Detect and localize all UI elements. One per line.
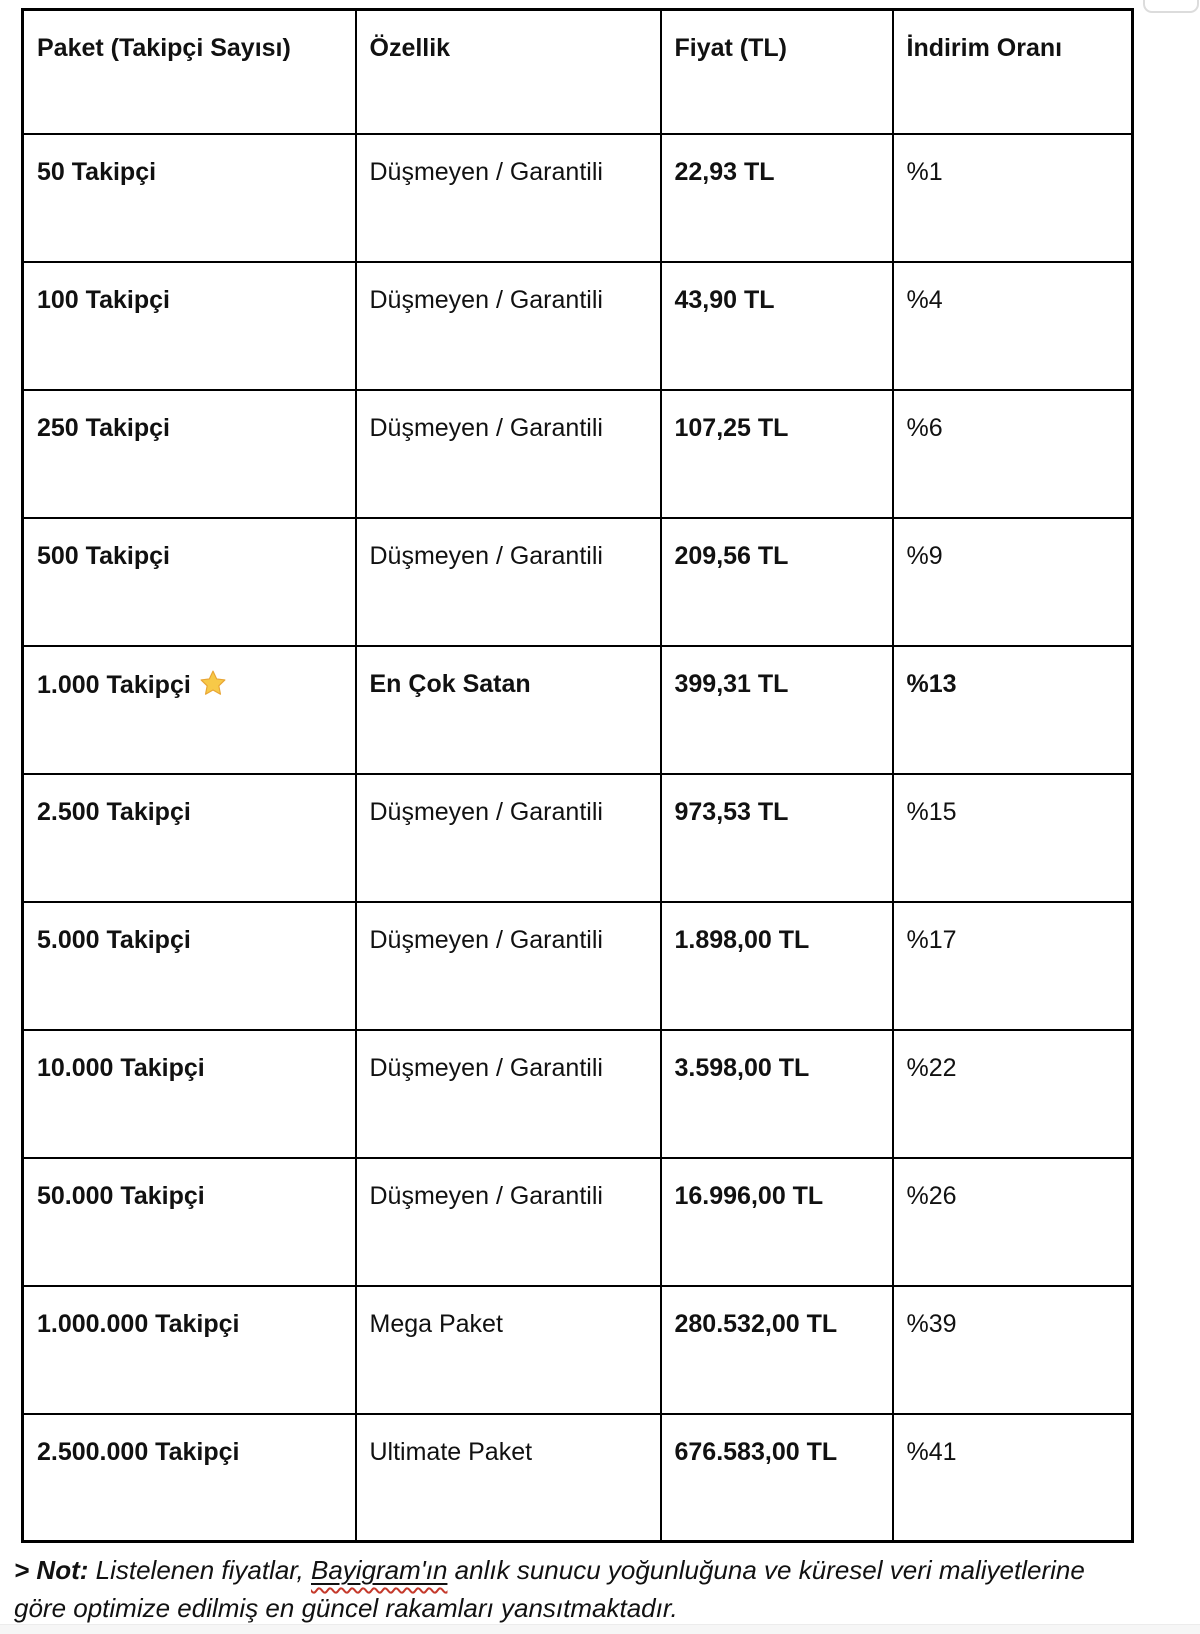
bayigram-link[interactable] — [311, 1555, 447, 1585]
cell-indirim-text: %4 — [906, 285, 943, 314]
cell-ozellik-text: Ultimate Paket — [369, 1437, 533, 1466]
cell-indirim — [893, 518, 1133, 646]
cell-paket — [23, 1030, 356, 1158]
cell-indirim-text: %15 — [906, 797, 957, 826]
cell-ozellik-text: Düşmeyen / Garantili — [369, 285, 603, 314]
cell-ozellik-text: Düşmeyen / Garantili — [369, 1181, 603, 1210]
top-right-pill-artifact — [1143, 0, 1199, 13]
cell-fiyat — [661, 518, 893, 646]
cell-indirim-text: %22 — [906, 1053, 957, 1082]
cell-paket-text: 2.500 Takipçi — [37, 797, 191, 826]
pricing-table-body — [23, 134, 1133, 1542]
cell-fiyat-text: 280.532,00 TL — [674, 1309, 838, 1338]
cell-indirim-text: %1 — [906, 157, 943, 186]
table-row — [23, 1158, 1133, 1286]
cell-paket-text: 1.000.000 Takipçi — [37, 1309, 240, 1338]
cell-fiyat — [661, 1158, 893, 1286]
cell-fiyat-text: 43,90 TL — [674, 285, 775, 314]
table-row — [23, 1030, 1133, 1158]
cell-ozellik-text: Düşmeyen / Garantili — [369, 413, 603, 442]
table-row — [23, 1414, 1133, 1542]
table-row — [23, 262, 1133, 390]
cell-indirim — [893, 902, 1133, 1030]
star-icon — [199, 669, 227, 697]
cell-ozellik — [356, 262, 661, 390]
header-row — [23, 10, 1133, 134]
cell-indirim — [893, 646, 1133, 774]
cell-indirim — [893, 774, 1133, 902]
table-row — [23, 646, 1133, 774]
cell-indirim — [893, 1158, 1133, 1286]
cell-fiyat-text: 399,31 TL — [674, 669, 789, 698]
cell-fiyat-text: 973,53 TL — [674, 797, 789, 826]
cell-paket-text: 2.500.000 Takipçi — [37, 1437, 240, 1466]
header-indirim: İndirim Oranı — [893, 10, 1133, 134]
cell-paket-text: 50 Takipçi — [37, 157, 157, 186]
cell-indirim — [893, 1030, 1133, 1158]
cell-indirim-text: %39 — [906, 1309, 957, 1338]
note-text-before-link: Listelenen fiyatlar, — [88, 1555, 311, 1585]
cell-indirim-text: %13 — [906, 669, 957, 698]
cell-ozellik-text: Mega Paket — [369, 1309, 503, 1338]
cell-paket — [23, 262, 356, 390]
cell-indirim — [893, 390, 1133, 518]
cell-ozellik-text: Düşmeyen / Garantili — [369, 797, 603, 826]
cell-ozellik — [356, 518, 661, 646]
table-row — [23, 518, 1133, 646]
cell-paket — [23, 774, 356, 902]
cell-paket-text: 100 Takipçi — [37, 285, 170, 314]
pricing-table — [21, 8, 1134, 1543]
cell-paket — [23, 390, 356, 518]
cell-ozellik-text: Düşmeyen / Garantili — [369, 157, 603, 186]
cell-fiyat-text: 16.996,00 TL — [674, 1181, 824, 1210]
cell-paket — [23, 646, 356, 774]
cell-paket — [23, 1286, 356, 1414]
cell-ozellik — [356, 646, 661, 774]
cell-paket-text: 250 Takipçi — [37, 413, 170, 442]
cell-indirim-text: %6 — [906, 413, 943, 442]
table-row — [23, 134, 1133, 262]
cell-fiyat — [661, 646, 893, 774]
cell-paket-text: 50.000 Takipçi — [37, 1181, 205, 1210]
cell-fiyat-text: 676.583,00 TL — [674, 1437, 838, 1466]
spellcheck-squiggle: Bayigram'ın — [310, 1555, 448, 1585]
cell-paket — [23, 1158, 356, 1286]
cell-indirim — [893, 1414, 1133, 1542]
header-fiyat: Fiyat (TL) — [661, 10, 893, 134]
cell-fiyat-text: 1.898,00 TL — [674, 925, 810, 954]
cell-indirim-text: %17 — [906, 925, 957, 954]
cell-paket-text: 10.000 Takipçi — [37, 1053, 205, 1082]
cell-paket — [23, 902, 356, 1030]
note-label: Not: — [36, 1555, 89, 1585]
cell-fiyat — [661, 1286, 893, 1414]
bottom-scrollbar-band — [0, 1624, 1200, 1634]
cell-indirim-text: %26 — [906, 1181, 957, 1210]
note-text-after-link: anlık sunucu yoğunluğuna ve küresel veri maliyetlerine göre optimize edilmiş en güncel rakamları yansıtmaktadır. — [14, 1555, 1085, 1623]
cell-ozellik — [356, 774, 661, 902]
cell-paket — [23, 1414, 356, 1542]
cell-fiyat — [661, 1414, 893, 1542]
cell-paket-text: 5.000 Takipçi — [37, 925, 191, 954]
note — [14, 1551, 1106, 1627]
cell-fiyat-text: 22,93 TL — [674, 157, 775, 186]
cell-ozellik-text: Düşmeyen / Garantili — [369, 1053, 603, 1082]
cell-fiyat-text: 3.598,00 TL — [674, 1053, 810, 1082]
cell-indirim — [893, 262, 1133, 390]
cell-indirim-text: %9 — [906, 541, 943, 570]
cell-fiyat — [661, 902, 893, 1030]
cell-ozellik-text: Düşmeyen / Garantili — [369, 925, 603, 954]
table-row — [23, 1286, 1133, 1414]
cell-ozellik — [356, 902, 661, 1030]
pricing-table-header — [23, 10, 1133, 134]
cell-fiyat — [661, 262, 893, 390]
header-paket: Paket (Takipçi Sayısı) — [23, 10, 356, 134]
cell-ozellik-text: En Çok Satan — [369, 669, 531, 698]
cell-fiyat — [661, 134, 893, 262]
cell-ozellik — [356, 1030, 661, 1158]
cell-fiyat — [661, 390, 893, 518]
table-row — [23, 774, 1133, 902]
cell-ozellik-text: Düşmeyen / Garantili — [369, 541, 603, 570]
cell-fiyat — [661, 774, 893, 902]
table-row — [23, 902, 1133, 1030]
cell-ozellik — [356, 1414, 661, 1542]
cell-paket-text: 500 Takipçi — [37, 541, 170, 570]
cell-fiyat — [661, 1030, 893, 1158]
header-ozellik: Özellik — [356, 10, 661, 134]
note-prefix: > — [14, 1555, 37, 1585]
cell-paket-text: 1.000 Takipçi — [37, 670, 191, 699]
cell-ozellik — [356, 1158, 661, 1286]
cell-indirim — [893, 134, 1133, 262]
cell-paket — [23, 134, 356, 262]
cell-fiyat-text: 209,56 TL — [674, 541, 789, 570]
cell-fiyat-text: 107,25 TL — [674, 413, 789, 442]
cell-indirim — [893, 1286, 1133, 1414]
cell-paket — [23, 518, 356, 646]
table-row — [23, 390, 1133, 518]
cell-ozellik — [356, 390, 661, 518]
cell-ozellik — [356, 134, 661, 262]
cell-ozellik — [356, 1286, 661, 1414]
cell-indirim-text: %41 — [906, 1437, 957, 1466]
